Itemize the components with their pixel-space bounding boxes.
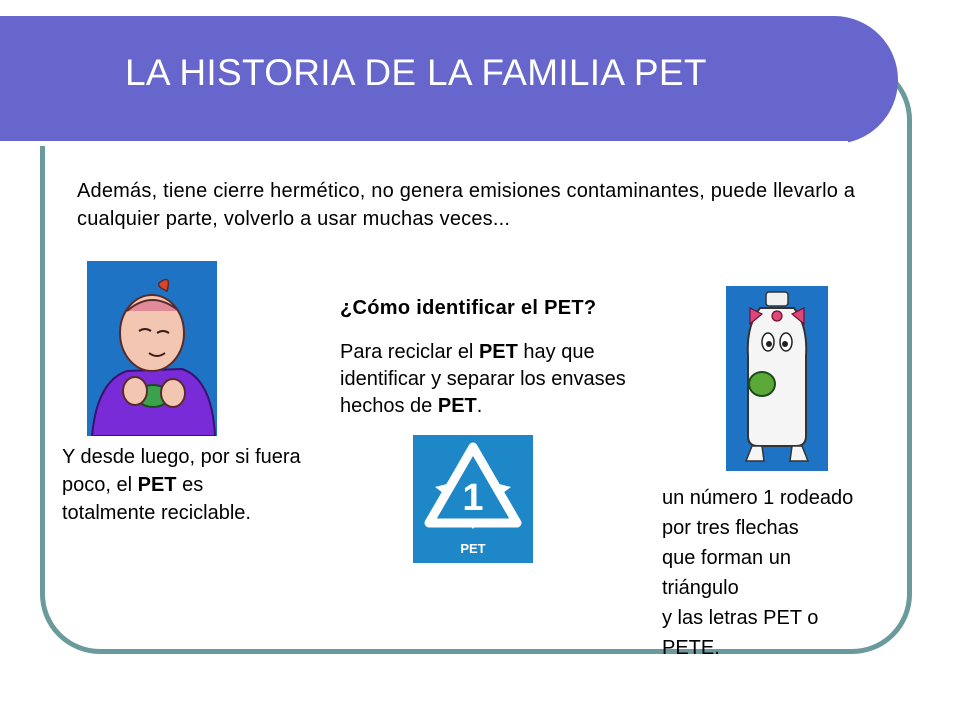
symbol-number: 1 <box>462 477 484 519</box>
caption-right-line: por tres flechas <box>662 517 799 539</box>
bottle-character-illustration <box>726 286 828 471</box>
center-text <box>340 339 660 420</box>
center-text-bold2: PET <box>437 395 477 417</box>
symbol-letters: PET <box>460 541 486 556</box>
slide-title: LA HISTORIA DE LA FAMILIA PET <box>125 52 707 93</box>
title-underline <box>0 141 848 146</box>
caption-right <box>662 483 922 663</box>
caption-left <box>62 443 302 527</box>
pet-recycling-symbol <box>413 435 533 563</box>
caption-right-line: y las letras PET o <box>662 607 819 629</box>
caption-left-part2: es totalmente reciclable. <box>62 474 251 524</box>
caption-right-line: PETE. <box>662 637 720 659</box>
center-text-part2: hay que identificar y separar los envases hechos de <box>340 341 626 417</box>
caption-right-line: un número 1 rodeado <box>662 487 854 509</box>
man-drinking-illustration <box>87 261 217 436</box>
center-text-bold1: PET <box>478 341 518 363</box>
caption-right-line: que forman un <box>662 547 791 569</box>
caption-left-part1: Y desde luego, por si fuera poco, el <box>62 446 301 496</box>
center-heading: ¿Cómo identificar el PET? <box>340 297 597 319</box>
intro-text: Además, tiene cierre hermético, no genera emisiones contaminantes, puede llevarlo a cualquier parte, volverlo a usar muchas veces... <box>77 180 856 230</box>
center-text-part1: Para reciclar el <box>340 341 479 363</box>
caption-left-bold: PET <box>137 474 177 496</box>
caption-right-line: triángulo <box>662 577 739 599</box>
center-text-part3: . <box>476 395 483 417</box>
